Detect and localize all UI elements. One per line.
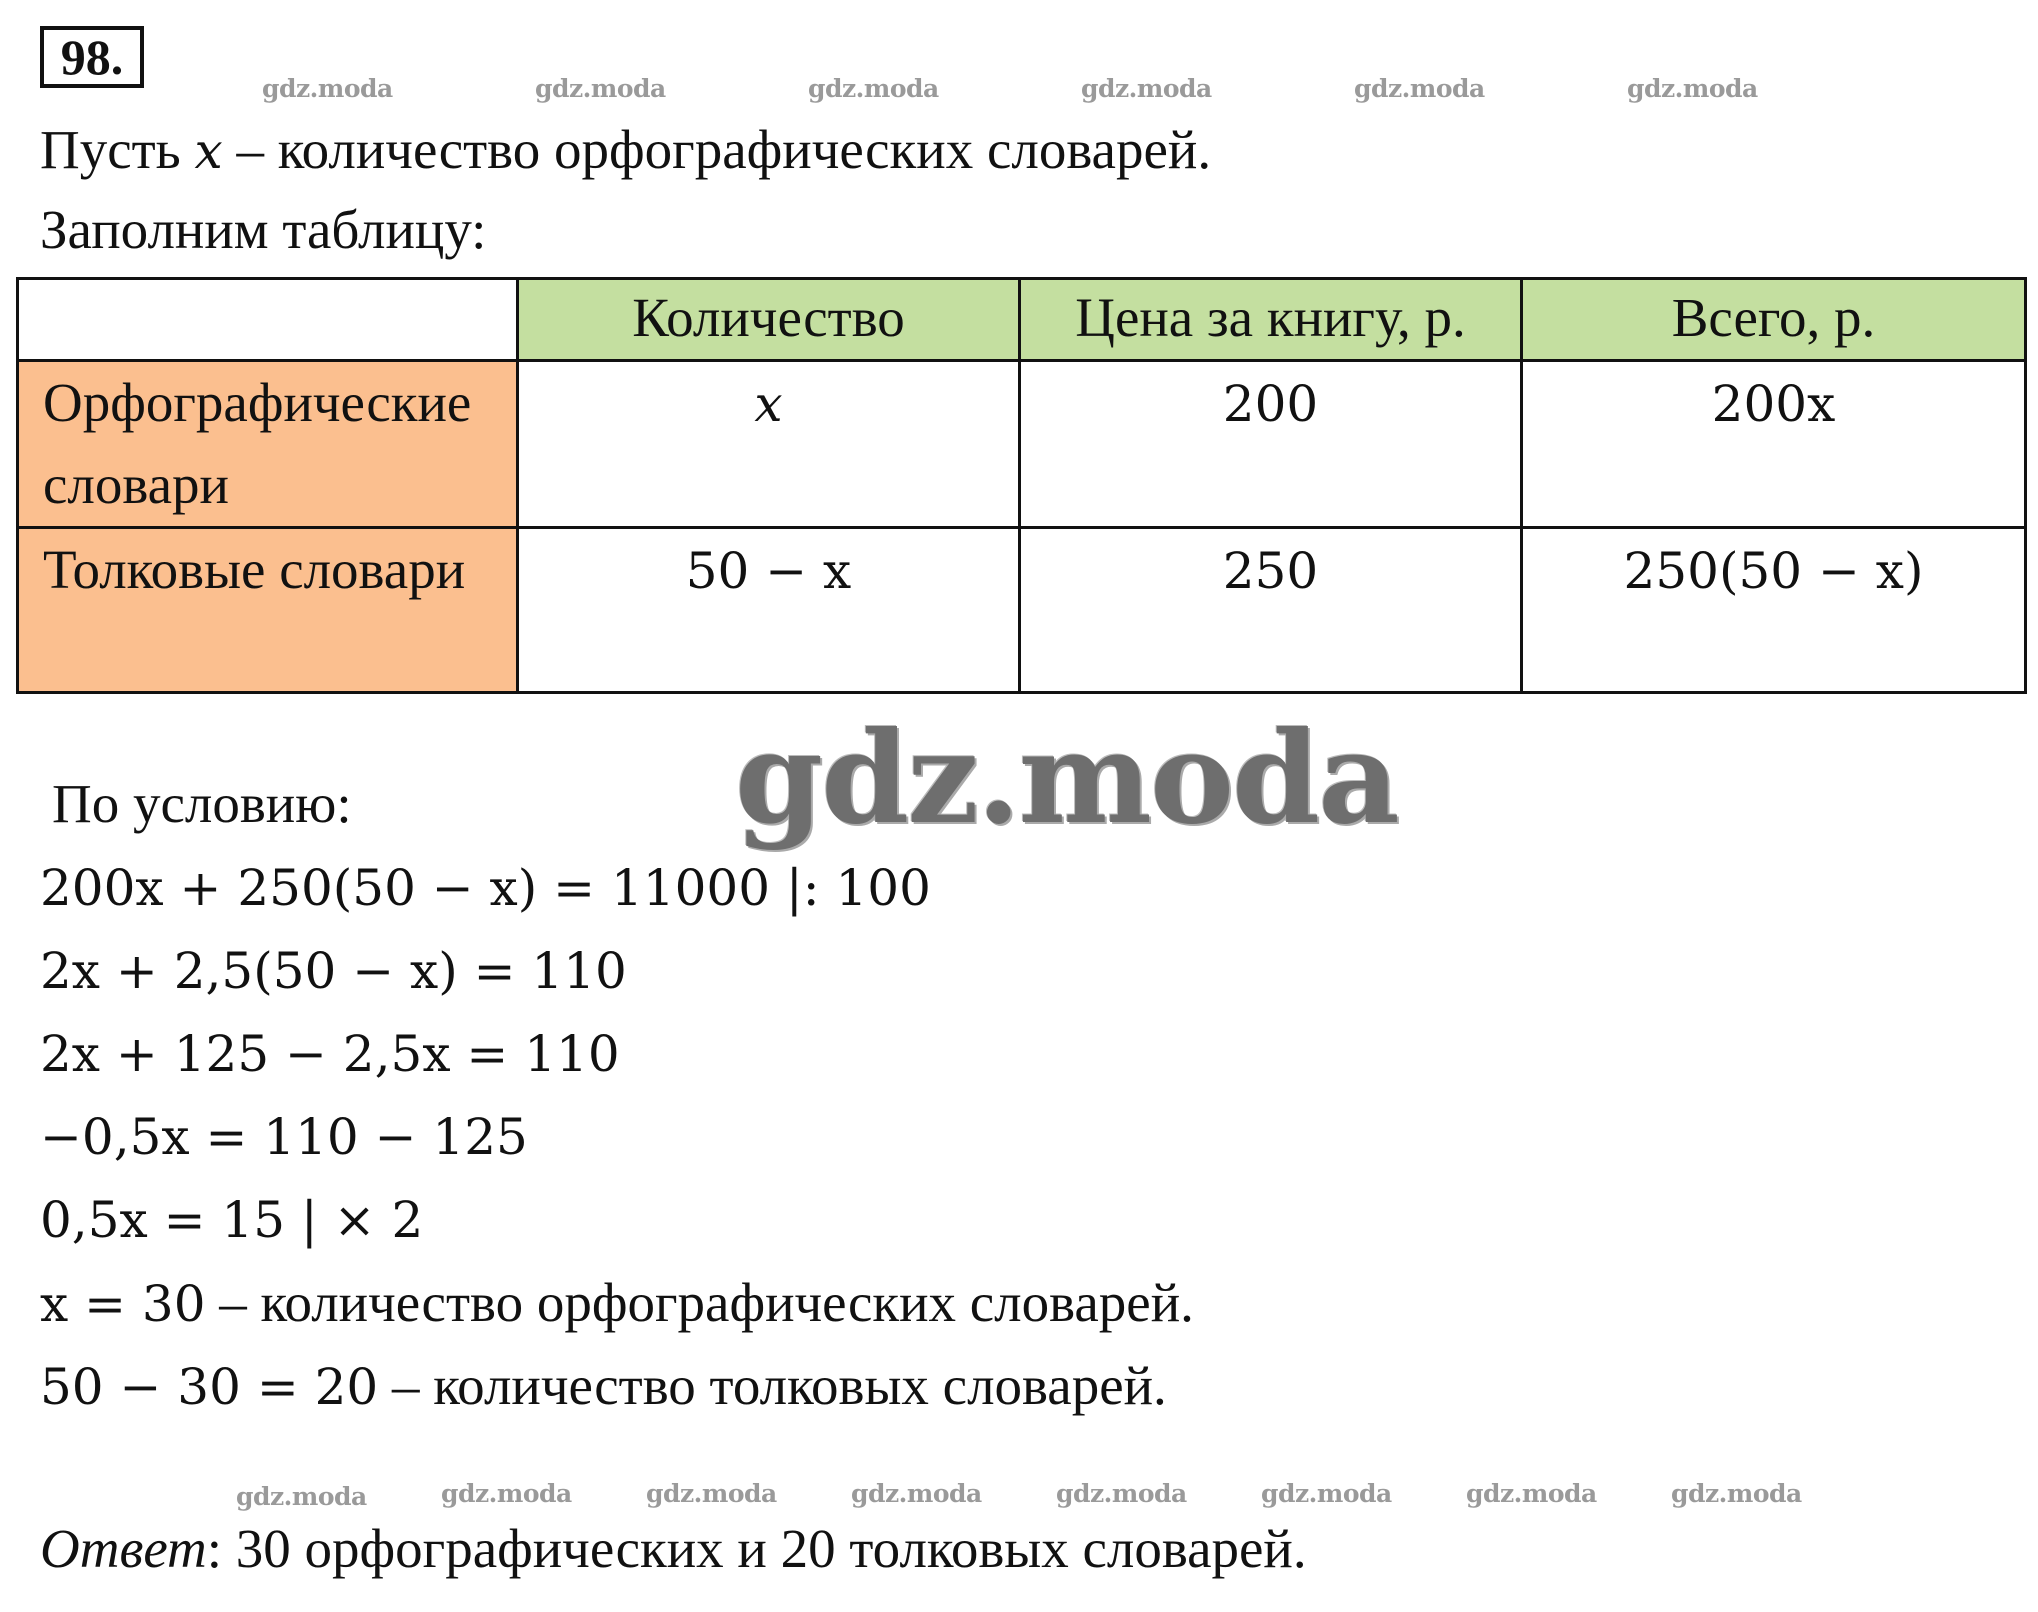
watermark: gdz.moda [1354,74,1485,103]
result-1-text: – количество орфографических словарей. [205,1272,1194,1333]
result-line-2 [40,1354,1167,1419]
watermark: gdz.moda [808,74,939,103]
watermark: gdz.moda [441,1479,572,1508]
watermark: gdz.moda [535,74,666,103]
result-1-math: x = 30 [40,1275,206,1333]
intro-prefix: Пусть [40,119,195,180]
row-label: Орфографические словари [18,361,518,528]
equation-step: 2x + 2,5(50 − x) = 110 [40,942,627,1000]
table-row [18,361,2026,528]
table-corner-cell [18,279,518,361]
cell-quantity: 50 − x [518,528,1020,693]
answer-label: Ответ [40,1518,207,1579]
watermark-logo: gdz.moda [735,704,1398,852]
header-quantity: Количество [518,279,1020,361]
cell-price: 200 [1020,361,1522,528]
watermark: gdz.moda [1261,1479,1392,1508]
header-price: Цена за книгу, р. [1020,279,1522,361]
header-total: Всего, р. [1522,279,2026,361]
cell-total: 200x [1522,361,2026,528]
cell-quantity: x [518,361,1020,528]
result-line-1 [40,1271,1194,1336]
cell-total: 250(50 − x) [1522,528,2026,693]
watermark: gdz.moda [236,1482,367,1511]
watermark: gdz.moda [1081,74,1212,103]
result-2-text: – количество толковых словарей. [378,1355,1167,1416]
condition-label: По условию: [52,773,352,834]
intro-suffix: – количество орфографических словарей. [222,119,1212,180]
equation-step: 2x + 125 − 2,5x = 110 [40,1025,620,1083]
watermark: gdz.moda [1056,1479,1187,1508]
intro-variable: x [194,122,223,180]
equation-step: 0,5x = 15 | × 2 [40,1191,424,1249]
row-label: Толковые словари [18,528,518,693]
table-row [18,528,2026,693]
watermark: gdz.moda [1627,74,1758,103]
answer-text: : 30 орфографических и 20 толковых словарей. [206,1518,1307,1579]
result-2-math: 50 − 30 = 20 [40,1358,379,1416]
watermark: gdz.moda [262,74,393,103]
watermark: gdz.moda [1466,1479,1597,1508]
watermark: gdz.moda [1671,1479,1802,1508]
watermark: gdz.moda [646,1479,777,1508]
table-header-row [18,279,2026,361]
intro-line [40,118,1211,183]
cell-price: 250 [1020,528,1522,693]
fill-table-line: Заполним таблицу: [40,199,487,260]
data-table [16,277,2027,694]
equation-step: 200x + 250(50 − x) = 11000 |: 100 [40,859,931,917]
watermark: gdz.moda [851,1479,982,1508]
answer-line [40,1517,1307,1581]
problem-number: 98. [40,26,144,88]
equation-step: −0,5x = 110 − 125 [40,1108,528,1166]
